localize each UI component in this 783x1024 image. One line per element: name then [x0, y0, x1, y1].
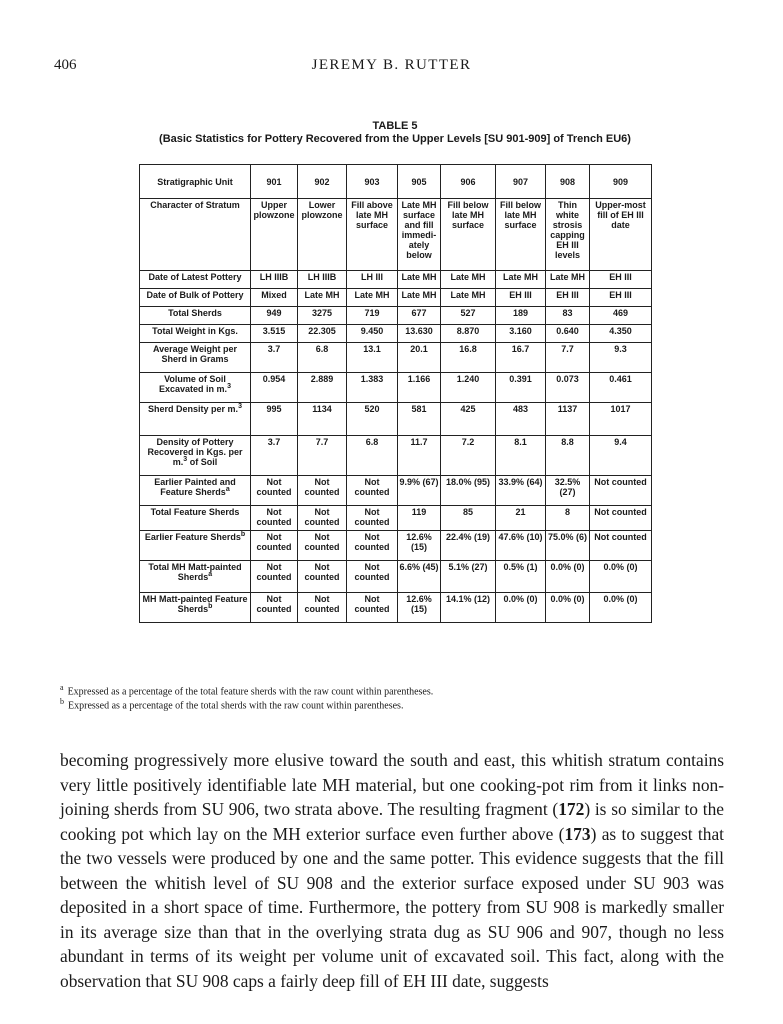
- page-number: 406: [54, 57, 77, 73]
- table-cell: Not counted: [298, 506, 347, 531]
- superscript: b: [208, 603, 213, 610]
- table-row: [140, 343, 652, 373]
- table-cell: Mixed: [251, 289, 298, 307]
- table-cell: 33.9% (64): [496, 476, 546, 506]
- table-cell: 0.0% (0): [496, 593, 546, 623]
- table-cell: 1.166: [398, 373, 441, 403]
- table-cell: Late MH: [546, 271, 590, 289]
- table-cell: 16.8: [441, 343, 496, 373]
- table-cell: Late MH surface and fill immedi-ately below: [398, 199, 441, 271]
- column-header: 905: [398, 165, 441, 199]
- row-label-text: Total Sherds: [168, 308, 222, 318]
- row-label-text: Earlier Feature Sherds: [144, 532, 241, 542]
- table-cell: Lower plowzone: [298, 199, 347, 271]
- row-label: [140, 593, 251, 623]
- table-header-row: [140, 165, 652, 199]
- row-label-text: Sherd Density per m.: [148, 404, 239, 414]
- column-header: 909: [590, 165, 652, 199]
- table-cell: 12.6% (15): [398, 593, 441, 623]
- table-cell: 995: [251, 403, 298, 436]
- table-cell: 581: [398, 403, 441, 436]
- table-cell: 75.0% (6): [546, 531, 590, 561]
- table-cell: LH III: [347, 271, 398, 289]
- row-label-text: MH Matt-painted Feature Sherds: [142, 594, 248, 614]
- table-row: [140, 531, 652, 561]
- superscript: a: [225, 486, 230, 493]
- body-text-part: ) is so similar to the cooking pot which lay on the MH exterior surface even further above (: [60, 799, 724, 844]
- table-cell: 83: [546, 307, 590, 325]
- table-cell: Not counted: [590, 506, 652, 531]
- table-cell: 0.391: [496, 373, 546, 403]
- table-cell: 0.640: [546, 325, 590, 343]
- row-label: [140, 271, 251, 289]
- table-cell: 949: [251, 307, 298, 325]
- body-paragraph: [60, 748, 724, 993]
- table-cell: 7.2: [441, 436, 496, 476]
- footnote-a: [60, 683, 433, 697]
- table-cell: Thin white strosis capping EH III levels: [546, 199, 590, 271]
- table-cell: Not counted: [251, 476, 298, 506]
- table-cell: 3.515: [251, 325, 298, 343]
- table-cell: 9.9% (67): [398, 476, 441, 506]
- table-cell: EH III: [496, 289, 546, 307]
- column-header: 901: [251, 165, 298, 199]
- table-cell: 0.0% (0): [546, 561, 590, 593]
- table-cell: Late MH: [398, 271, 441, 289]
- table-cell: 0.0% (0): [590, 593, 652, 623]
- row-label-text: Earlier Painted and Feature Sherds: [154, 477, 236, 497]
- table-cell: 6.6% (45): [398, 561, 441, 593]
- table-cell: Late MH: [441, 289, 496, 307]
- row-label: [140, 561, 251, 593]
- figure-reference: 172: [558, 799, 585, 819]
- table-caption: (Basic Statistics for Pottery Recovered from the Upper Levels [SU 901-909] of Trench EU6): [159, 133, 631, 145]
- table-row: [140, 561, 652, 593]
- row-label: [140, 531, 251, 561]
- row-label: [140, 436, 251, 476]
- table-cell: 85: [441, 506, 496, 531]
- table-cell: 119: [398, 506, 441, 531]
- row-label-text: Total Weight in Kgs.: [152, 326, 238, 336]
- table-cell: Not counted: [347, 531, 398, 561]
- table-cell: LH IIIB: [298, 271, 347, 289]
- table-cell: Fill below late MH surface: [496, 199, 546, 271]
- table-title: TABLE 5: [372, 120, 418, 132]
- table-cell: Not counted: [251, 506, 298, 531]
- table-cell: Late MH: [398, 289, 441, 307]
- table-cell: EH III: [590, 289, 652, 307]
- row-label-text: Volume of Soil Excavated in m.: [159, 374, 228, 394]
- table-cell: 47.6% (10): [496, 531, 546, 561]
- table-cell: 1134: [298, 403, 347, 436]
- table-cell: 13.630: [398, 325, 441, 343]
- superscript: b: [240, 531, 246, 538]
- table-cell: 0.954: [251, 373, 298, 403]
- footnote-text: Expressed as a percentage of the total sherds with the raw count within parentheses.: [68, 700, 404, 712]
- table-cell: 6.8: [298, 343, 347, 373]
- row-label: [140, 373, 251, 403]
- table-row: [140, 593, 652, 623]
- table-row: [140, 506, 652, 531]
- table-row: [140, 271, 652, 289]
- column-header: 906: [441, 165, 496, 199]
- table-cell: Not counted: [347, 476, 398, 506]
- row-label-text: Date of Bulk of Pottery: [146, 290, 244, 300]
- table-cell: 0.461: [590, 373, 652, 403]
- table-cell: 9.3: [590, 343, 652, 373]
- table-cell: Upper plowzone: [251, 199, 298, 271]
- row-label-text: of Soil: [187, 457, 218, 467]
- table-cell: Not counted: [298, 476, 347, 506]
- table-cell: 0.0% (0): [590, 561, 652, 593]
- column-header: 903: [347, 165, 398, 199]
- table-cell: 7.7: [546, 343, 590, 373]
- column-header-label: Stratigraphic Unit: [140, 165, 251, 199]
- table-cell: Not counted: [590, 476, 652, 506]
- table-cell: Fill above late MH surface: [347, 199, 398, 271]
- table-cell: 0.5% (1): [496, 561, 546, 593]
- table-cell: 189: [496, 307, 546, 325]
- table-cell: 6.8: [347, 436, 398, 476]
- body-text-part: becoming progressively more elusive toward the south and east, this whitish stratum contains very little positively identifiable late MH material, but one cooking-pot rim from it links non-joining sherds from SU 906, two strata above. The resulting fragment (: [60, 750, 724, 819]
- row-label: [140, 325, 251, 343]
- body-text-part: ) as to suggest that the two vessels were produced by one and the same potter. This evidence suggests that the fill between the whitish level of SU 908 and the exterior surface exposed under SU 903 was deposited in a short space of time. Furthermore, the pottery from SU 908 is markedly smaller in its average size than that in the overlying strata dug as SU 906 and 907, though no less abundant in terms of its weight per volume unit of excavated soil. This fact, along with the observation that SU 908 caps a fairly deep fill of EH III date, suggests: [60, 823, 724, 991]
- table-cell: 21: [496, 506, 546, 531]
- table-cell: LH IIIB: [251, 271, 298, 289]
- table-cell: 483: [496, 403, 546, 436]
- table-cell: 3.7: [251, 343, 298, 373]
- table-cell: Late MH: [298, 289, 347, 307]
- table-cell: 2.889: [298, 373, 347, 403]
- table-cell: 14.1% (12): [441, 593, 496, 623]
- table-cell: 8.1: [496, 436, 546, 476]
- row-label-text: Average Weight per Sherd in Grams: [152, 344, 238, 364]
- footnote-mark: a: [60, 683, 64, 692]
- footnote-mark: b: [60, 697, 64, 706]
- table-cell: Not counted: [590, 531, 652, 561]
- table-cell: 8.8: [546, 436, 590, 476]
- table-row: [140, 476, 652, 506]
- table-cell: 16.7: [496, 343, 546, 373]
- column-header: 902: [298, 165, 347, 199]
- table-cell: Not counted: [251, 593, 298, 623]
- table-cell: 527: [441, 307, 496, 325]
- table-cell: 9.450: [347, 325, 398, 343]
- column-header: 907: [496, 165, 546, 199]
- table-row: [140, 307, 652, 325]
- table-cell: 8: [546, 506, 590, 531]
- table-row: [140, 403, 652, 436]
- table-cell: 3.160: [496, 325, 546, 343]
- table-row: [140, 436, 652, 476]
- table-cell: Not counted: [251, 561, 298, 593]
- superscript: 3: [238, 403, 242, 410]
- row-label: [140, 289, 251, 307]
- table-row: [140, 289, 652, 307]
- table-cell: 8.870: [441, 325, 496, 343]
- table-cell: Late MH: [496, 271, 546, 289]
- table-cell: 18.0% (95): [441, 476, 496, 506]
- row-label: [140, 506, 251, 531]
- row-label: [140, 476, 251, 506]
- table-cell: 425: [441, 403, 496, 436]
- table-cell: 677: [398, 307, 441, 325]
- table-cell: EH III: [546, 289, 590, 307]
- table-cell: Not counted: [347, 561, 398, 593]
- table-cell: 7.7: [298, 436, 347, 476]
- table-row: [140, 373, 652, 403]
- table-cell: 20.1: [398, 343, 441, 373]
- table-cell: Not counted: [298, 593, 347, 623]
- table-cell: 22.305: [298, 325, 347, 343]
- row-label: [140, 307, 251, 325]
- row-label-text: Total MH Matt-painted Sherds: [148, 562, 242, 582]
- table-row: [140, 325, 652, 343]
- row-label-text: Date of Latest Pottery: [148, 272, 242, 282]
- superscript: 3: [183, 456, 188, 463]
- table-cell: Not counted: [298, 531, 347, 561]
- row-label-text: Density of Pottery Recovered in Kgs. per m.: [147, 437, 243, 467]
- table-cell: Late MH: [441, 271, 496, 289]
- row-label: [140, 403, 251, 436]
- superscript: a: [208, 571, 213, 578]
- row-label: [140, 343, 251, 373]
- table-cell: Upper-most fill of EH III date: [590, 199, 652, 271]
- table-cell: 3275: [298, 307, 347, 325]
- table-cell: 469: [590, 307, 652, 325]
- footnote-text: Expressed as a percentage of the total feature sherds with the raw count within parentheses.: [67, 686, 434, 698]
- table-cell: 0.0% (0): [546, 593, 590, 623]
- running-head: JEREMY B. RUTTER: [311, 57, 472, 73]
- table-cell: Not counted: [298, 561, 347, 593]
- table-cell: Not counted: [251, 531, 298, 561]
- row-label-text: Total Feature Sherds: [150, 507, 240, 517]
- statistics-table: [139, 164, 652, 623]
- table-cell: 5.1% (27): [441, 561, 496, 593]
- table-cell: 11.7: [398, 436, 441, 476]
- table-cell: 1.240: [441, 373, 496, 403]
- table-cell: Fill below late MH surface: [441, 199, 496, 271]
- table-cell: 719: [347, 307, 398, 325]
- table-cell: EH III: [590, 271, 652, 289]
- table-cell: 1017: [590, 403, 652, 436]
- table-row: [140, 199, 652, 271]
- table-cell: 0.073: [546, 373, 590, 403]
- table-cell: 1.383: [347, 373, 398, 403]
- table-cell: 4.350: [590, 325, 652, 343]
- superscript: 3: [227, 383, 231, 390]
- figure-reference: 173: [564, 823, 591, 844]
- row-label-text: Character of Stratum: [150, 200, 240, 210]
- table-cell: 12.6% (15): [398, 531, 441, 561]
- table-cell: 520: [347, 403, 398, 436]
- table-cell: 32.5% (27): [546, 476, 590, 506]
- table-cell: Late MH: [347, 289, 398, 307]
- table-cell: 22.4% (19): [441, 531, 496, 561]
- footnote-b: [60, 697, 403, 711]
- row-label: [140, 199, 251, 271]
- table-cell: 13.1: [347, 343, 398, 373]
- table-cell: 1137: [546, 403, 590, 436]
- table-cell: 3.7: [251, 436, 298, 476]
- table-cell: Not counted: [347, 506, 398, 531]
- table-cell: 9.4: [590, 436, 652, 476]
- column-header: 908: [546, 165, 590, 199]
- table-cell: Not counted: [347, 593, 398, 623]
